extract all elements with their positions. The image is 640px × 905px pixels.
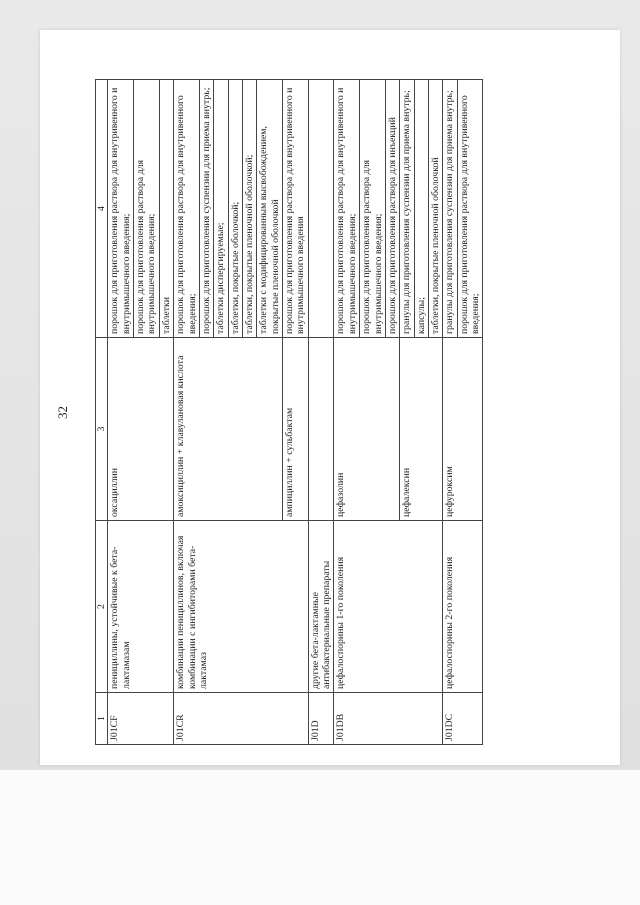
atc-code-cell: J01CF [108,693,174,745]
drug-name-cell: амоксициллин + клавулановая кислота [174,338,283,521]
table-row [174,80,283,745]
dosage-form-item: таблетки [160,296,172,334]
dosage-form-item: порошок для приготовления суспензии для приема внутрь; [200,80,214,337]
dosage-form-item: порошок для приготовления раствора для внутривенного введения; [458,95,482,334]
atc-code-cell: J01DB [334,693,443,745]
drug-name-cell: ампициллин + сульбактам [283,338,309,521]
dosage-form-item: порошок для приготовления раствора для внутривенного и внутримышечного введения [284,87,307,334]
dosage-forms-cell [400,80,443,338]
dosage-forms-cell [108,80,174,338]
dosage-forms-cell [308,80,334,338]
dosage-forms-cell [174,80,283,338]
dosage-form-item: таблетки диспергируемые; [214,80,228,337]
column-header: 1 [96,693,108,745]
dosage-form-item: гранулы для приготовления суспензии для приема внутрь; [443,80,457,337]
table-body [108,80,483,745]
column-header: 2 [96,521,108,693]
dosage-form-item: порошок для приготовления раствора для внутримышечного введения; [360,80,386,337]
dosage-form-item [309,80,322,337]
drug-name-cell: оксациллин [108,338,174,521]
dosage-form-item: капсулы; [415,80,429,337]
dosage-form-item: порошок для приготовления раствора для внутривенного и внутримышечного введения; [108,80,134,337]
dosage-form-item: таблетки, покрытые оболочкой; [229,80,243,337]
group-name-cell: пенициллины, устойчивые к бета-лактамазам [108,521,174,693]
atc-code-cell: J01DC [443,693,483,745]
page-number: 32 [55,406,70,419]
dosage-form-item: таблетки с модифицированным высвобождением, покрытые пленочной оболочкой [258,126,281,334]
column-header: 3 [96,338,108,521]
dosage-form-item: таблетки, покрытые пленочной оболочкой; [243,80,257,337]
group-name-cell: комбинации пенициллинов, включая комбинации с ингибиторами бета-лактамаз [174,521,309,693]
drug-name-cell: цефуроксим [443,338,483,521]
dosage-form-item: гранулы для приготовления суспензии для приема внутрь; [400,80,414,337]
table-row [443,80,483,745]
dosage-form-item: порошок для приготовления раствора для внутривенного введения; [174,80,200,337]
column-header: 4 [96,80,108,338]
header-row [96,80,108,745]
dosage-form-item: порошок для приготовления раствора для инъекций [386,117,398,334]
group-name-cell: цефалоспорины 2-го поколения [443,521,483,693]
dosage-form-item: таблетки, покрытые пленочной оболочкой [429,157,441,334]
atc-code-cell: J01CR [174,693,309,745]
dosage-forms-cell [443,80,483,338]
table-row [108,80,174,745]
table-row [334,80,400,745]
dosage-form-item: порошок для приготовления раствора для внутримышечного введения; [134,80,160,337]
drug-name-cell: цефалексин [400,338,443,521]
atc-code-cell: J01D [308,693,334,745]
drug-table [95,79,483,745]
group-name-cell: цефалоспорины 1-го поколения [334,521,443,693]
drug-name-cell [308,338,334,521]
dosage-form-item: порошок для приготовления раствора для внутривенного и внутримышечного введения; [334,80,360,337]
dosage-forms-cell [334,80,400,338]
group-name-cell: другие бета-лактамные антибактериальные препараты [308,521,334,693]
dosage-forms-cell [283,80,309,338]
rotated-page-content [55,80,550,745]
table-row [308,80,334,745]
drug-name-cell: цефазолин [334,338,400,521]
